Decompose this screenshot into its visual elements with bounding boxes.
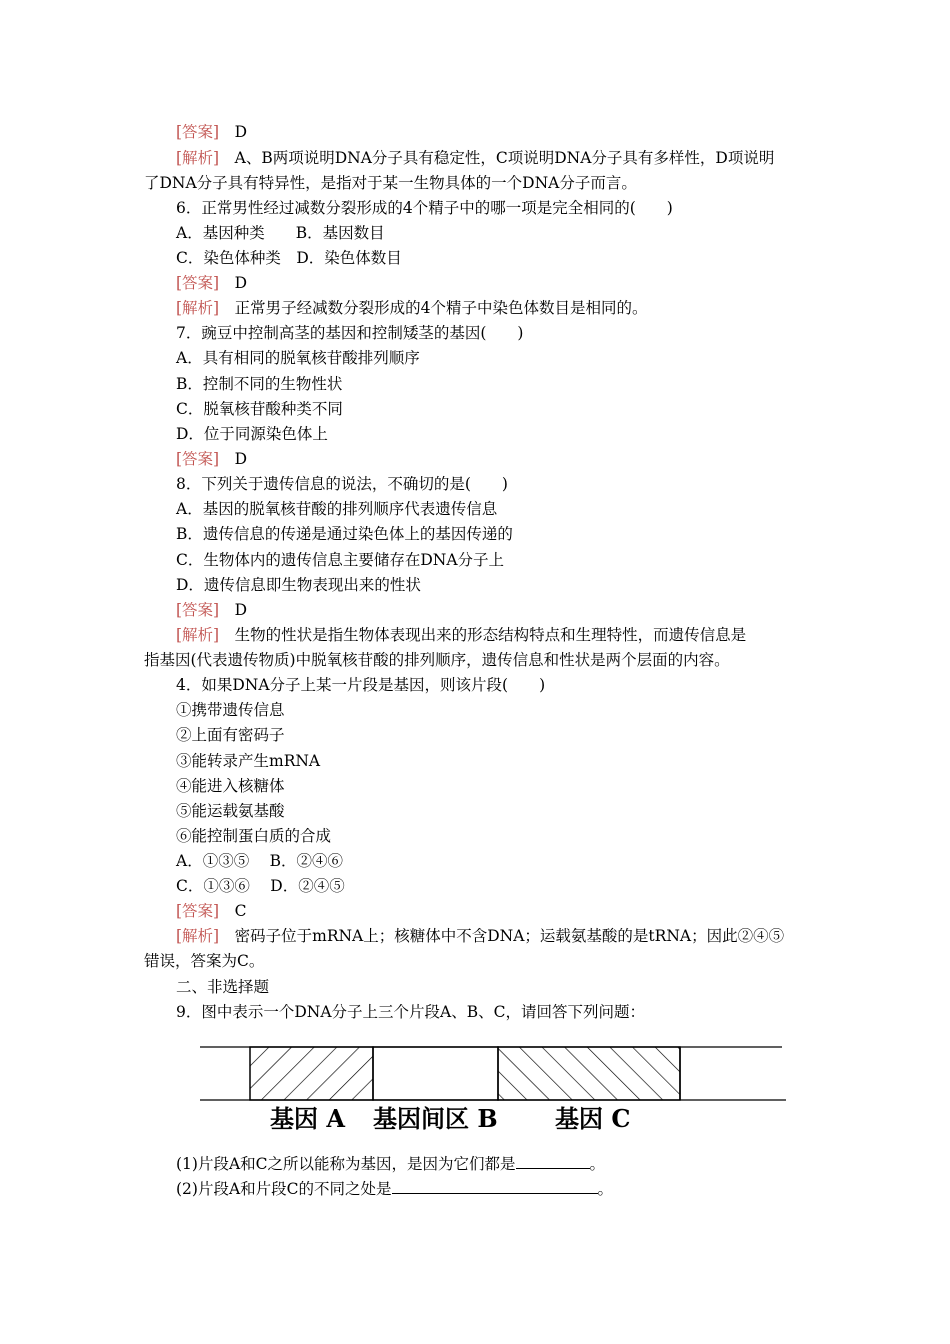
answer-tag: [答案] xyxy=(176,601,220,619)
answer-tag: [答案] xyxy=(176,123,220,141)
question-9: 9．图中表示一个DNA分子上三个片段A、B、C，请回答下列问题： xyxy=(176,1003,645,1021)
question-7: 7．豌豆中控制高茎的基因和控制矮茎的基因( ) xyxy=(176,324,524,342)
question-9-part-2-text: (2)片段A和片段C的不同之处是 xyxy=(176,1180,392,1198)
question-8-option-c: C．生物体内的遗传信息主要储存在DNA分子上 xyxy=(176,551,505,569)
question-8-option-a: A．基因的脱氧核苷酸的排列顺序代表遗传信息 xyxy=(176,500,498,518)
answer-line xyxy=(176,120,247,145)
answer-text: C xyxy=(234,902,247,920)
answer-tag: [答案] xyxy=(176,902,220,920)
analysis-tag: [解析] xyxy=(176,149,220,167)
answer-tag: [答案] xyxy=(176,274,220,292)
answer-text: D xyxy=(234,450,248,468)
question-9-part-2-end: 。 xyxy=(597,1180,614,1198)
gene-a-label: 基因 A xyxy=(270,1104,345,1133)
question-8-option-d: D．遗传信息即生物表现出来的性状 xyxy=(176,576,421,594)
question-9-part-2 xyxy=(176,1177,613,1202)
gene-c-region xyxy=(498,1047,680,1100)
question-4-options-ab: A．①③⑤ B．②④⑥ xyxy=(176,852,344,870)
question-6-options-cd: C．染色体种类 D．染色体数目 xyxy=(176,249,402,267)
question-7-answer xyxy=(176,447,247,472)
question-8-option-b: B．遗传信息的传递是通过染色体上的基因传递的 xyxy=(176,525,513,543)
answer-tag: [答案] xyxy=(176,450,220,468)
question-9-part-1 xyxy=(176,1152,605,1177)
question-8-analysis-continuation: 指基因(代表遗传物质)中脱氧核苷酸的排列顺序，遗传信息和性状是两个层面的内容。 xyxy=(144,651,730,669)
question-4-item-2: ②上面有密码子 xyxy=(176,726,285,744)
question-4-item-5: ⑤能运载氨基酸 xyxy=(176,802,285,820)
question-7-option-b: B．控制不同的生物性状 xyxy=(176,375,343,393)
question-4-item-3: ③能转录产生mRNA xyxy=(176,752,321,770)
gene-c-label: 基因 C xyxy=(555,1104,631,1133)
question-7-option-a: A．具有相同的脱氧核苷酸排列顺序 xyxy=(176,349,420,367)
answer-text: D xyxy=(234,274,248,292)
analysis-tag: [解析] xyxy=(176,299,220,317)
gene-a-region xyxy=(250,1047,373,1100)
question-9-part-1-text: (1)片段A和C之所以能称为基因，是因为它们都是 xyxy=(176,1155,516,1173)
question-4-item-1: ①携带遗传信息 xyxy=(176,701,285,719)
dna-segment-diagram xyxy=(190,1035,790,1140)
answer-text: D xyxy=(234,123,248,141)
intergenic-b-region xyxy=(373,1047,498,1100)
analysis-text: 正常男子经减数分裂形成的4个精子中染色体数目是相同的。 xyxy=(234,299,648,317)
question-4-answer xyxy=(176,899,247,924)
question-8-answer xyxy=(176,598,247,623)
answer-blank-1[interactable] xyxy=(516,1152,590,1169)
question-4-options-cd: C．①③⑥ D．②④⑤ xyxy=(176,877,345,895)
question-7-option-c: C．脱氧核苷酸种类不同 xyxy=(176,400,343,418)
analysis-continuation: 了DNA分子具有特异性，是指对于某一生物具体的一个DNA分子而言。 xyxy=(144,174,637,192)
question-7-option-d: D．位于同源染色体上 xyxy=(176,425,328,443)
analysis-tag: [解析] xyxy=(176,927,220,945)
analysis-text: 生物的性状是指生物体表现出来的形态结构特点和生理特性，而遗传信息是 xyxy=(234,626,747,644)
question-6-analysis xyxy=(176,296,648,321)
section-heading: 二、非选择题 xyxy=(176,978,270,996)
question-8: 8．下列关于遗传信息的说法，不确切的是( ) xyxy=(176,475,508,493)
question-9-part-1-end: 。 xyxy=(589,1155,606,1173)
question-4-item-4: ④能进入核糖体 xyxy=(176,777,285,795)
question-4: 4．如果DNA分子上某一片段是基因，则该片段( ) xyxy=(176,676,546,694)
analysis-tag: [解析] xyxy=(176,626,220,644)
intergenic-b-label: 基因间区 B xyxy=(373,1104,498,1133)
analysis-text: A、B两项说明DNA分子具有稳定性，C项说明DNA分子具有多样性，D项说明 xyxy=(234,149,775,167)
question-6-answer xyxy=(176,271,247,296)
question-4-analysis-continuation: 错误，答案为C。 xyxy=(144,952,265,970)
question-4-analysis xyxy=(176,924,784,949)
question-8-analysis xyxy=(176,623,746,648)
analysis-line xyxy=(176,146,774,171)
question-6: 6．正常男性经过减数分裂形成的4个精子中的哪一项是完全相同的( ) xyxy=(176,199,673,217)
answer-text: D xyxy=(234,601,248,619)
question-4-item-6: ⑥能控制蛋白质的合成 xyxy=(176,827,332,845)
answer-blank-2[interactable] xyxy=(392,1177,598,1194)
question-6-options-ab: A．基因种类 B．基因数目 xyxy=(176,224,385,242)
analysis-text: 密码子位于mRNA上；核糖体中不含DNA；运载氨基酸的是tRNA；因此②④⑤ xyxy=(234,927,785,945)
